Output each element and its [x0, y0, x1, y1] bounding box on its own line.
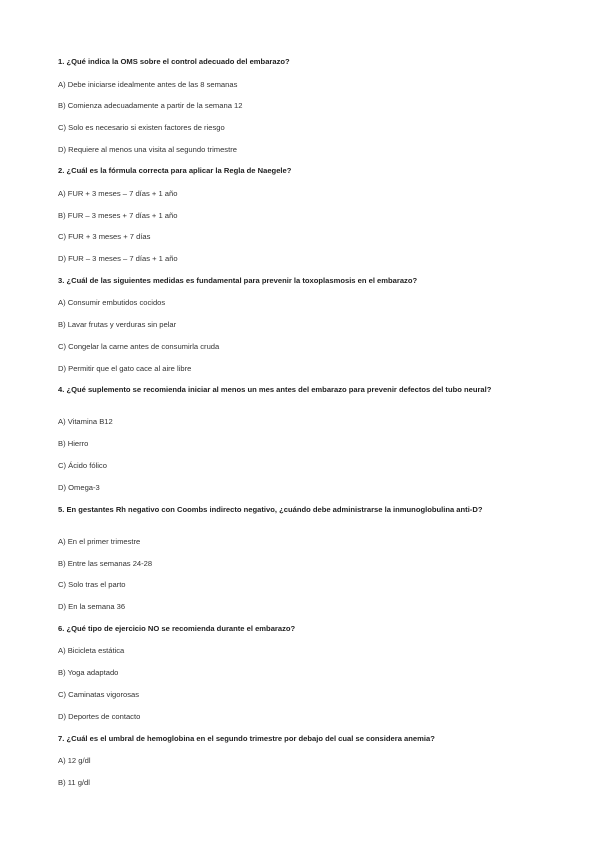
option-4d: D) Omega-3: [58, 483, 100, 492]
option-1a: A) Debe iniciarse idealmente antes de las 8 semanas: [58, 80, 238, 89]
option-4a: A) Vitamina B12: [58, 417, 113, 426]
question-7: 7. ¿Cuál es el umbral de hemoglobina en el segundo trimestre por debajo del cual se considera anemia?: [58, 734, 435, 743]
option-5d: D) En la semana 36: [58, 602, 126, 611]
option-3b: B) Lavar frutas y verduras sin pelar: [58, 320, 177, 329]
option-5a: A) En el primer trimestre: [58, 537, 141, 546]
option-4b: B) Hierro: [58, 439, 89, 448]
option-7b: B) 11 g/dl: [58, 778, 90, 787]
option-5c: C) Solo tras el parto: [58, 580, 126, 589]
option-6b: B) Yoga adaptado: [58, 668, 119, 677]
option-4c: C) Ácido fólico: [58, 461, 107, 470]
question-6: 6. ¿Qué tipo de ejercicio NO se recomienda durante el embarazo?: [58, 624, 296, 633]
question-2: 2. ¿Cuál es la fórmula correcta para aplicar la Regla de Naegele?: [58, 166, 292, 175]
option-6c: C) Caminatas vigorosas: [58, 690, 140, 699]
question-3: 3. ¿Cuál de las siguientes medidas es fundamental para prevenir la toxoplasmosis en el embarazo?: [58, 276, 418, 285]
option-6d: D) Deportes de contacto: [58, 712, 141, 721]
question-4: 4. ¿Qué suplemento se recomienda iniciar al menos un mes antes del embarazo para prevenir defectos del tubo neural?: [58, 385, 492, 394]
question-5: 5. En gestantes Rh negativo con Coombs indirecto negativo, ¿cuándo debe administrarse la inmunoglobulina anti-D?: [58, 505, 483, 514]
option-2d: D) FUR – 3 meses – 7 días + 1 año: [58, 254, 178, 263]
option-2b: B) FUR – 3 meses + 7 días + 1 año: [58, 211, 178, 220]
option-1d: D) Requiere al menos una visita al segundo trimestre: [58, 145, 237, 154]
option-3a: A) Consumir embutidos cocidos: [58, 298, 166, 307]
option-1b: B) Comienza adecuadamente a partir de la semana 12: [58, 101, 243, 110]
option-5b: B) Entre las semanas 24-28: [58, 559, 153, 568]
option-6a: A) Bicicleta estática: [58, 646, 125, 655]
option-2c: C) FUR + 3 meses + 7 días: [58, 232, 151, 241]
option-3d: D) Permitir que el gato cace al aire libre: [58, 364, 192, 373]
option-7a: A) 12 g/dl: [58, 756, 91, 765]
option-1c: C) Solo es necesario si existen factores de riesgo: [58, 123, 225, 132]
option-3c: C) Congelar la carne antes de consumirla cruda: [58, 342, 220, 351]
option-2a: A) FUR + 3 meses – 7 días + 1 año: [58, 189, 178, 198]
question-1: 1. ¿Qué indica la OMS sobre el control adecuado del embarazo?: [58, 57, 290, 66]
